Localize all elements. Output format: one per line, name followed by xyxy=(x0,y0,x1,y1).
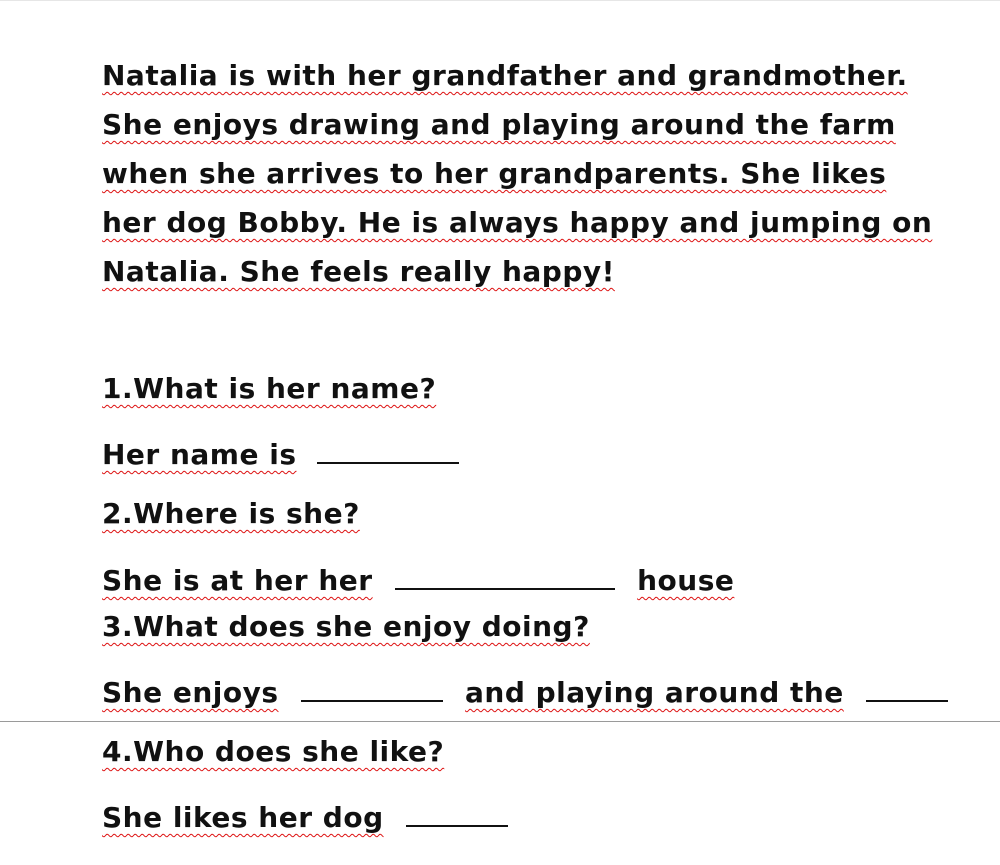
reading-line-2: She enjoys drawing and playing around the farm xyxy=(102,108,896,141)
answer-2-blank[interactable] xyxy=(395,560,615,590)
page-break-line xyxy=(0,721,1000,722)
question-3: 3.What does she enjoy doing? xyxy=(102,610,590,643)
question-2: 2.Where is she? xyxy=(102,497,360,530)
reading-line-5: Natalia. She feels really happy! xyxy=(102,255,615,288)
answer-3-blank-2[interactable] xyxy=(866,672,948,702)
reading-paragraph xyxy=(102,51,982,296)
answer-1-prefix: Her name is xyxy=(102,438,297,471)
top-edge-line xyxy=(0,0,1000,1)
answer-2-prefix: She is at her her xyxy=(102,564,373,597)
reading-line-1: Natalia is with her grandfather and grandmother. xyxy=(102,59,908,92)
answer-3-blank-1[interactable] xyxy=(301,672,443,702)
answer-2-suffix: house xyxy=(637,564,735,597)
answer-2 xyxy=(102,560,734,597)
question-4: 4.Who does she like? xyxy=(102,735,445,768)
question-1: 1.What is her name? xyxy=(102,372,437,405)
answer-4-prefix: She likes her dog xyxy=(102,801,384,834)
answer-1-blank[interactable] xyxy=(317,434,459,464)
answer-1 xyxy=(102,434,459,471)
answer-3-middle: and playing around the xyxy=(465,676,844,709)
reading-line-3: when she arrives to her grandparents. She likes xyxy=(102,157,887,190)
answer-3 xyxy=(102,672,948,709)
answer-3-prefix: She enjoys xyxy=(102,676,279,709)
worksheet xyxy=(102,51,982,834)
answer-4 xyxy=(102,797,508,834)
reading-line-4: her dog Bobby. He is always happy and jumping on xyxy=(102,206,933,239)
answer-4-blank[interactable] xyxy=(406,797,508,827)
